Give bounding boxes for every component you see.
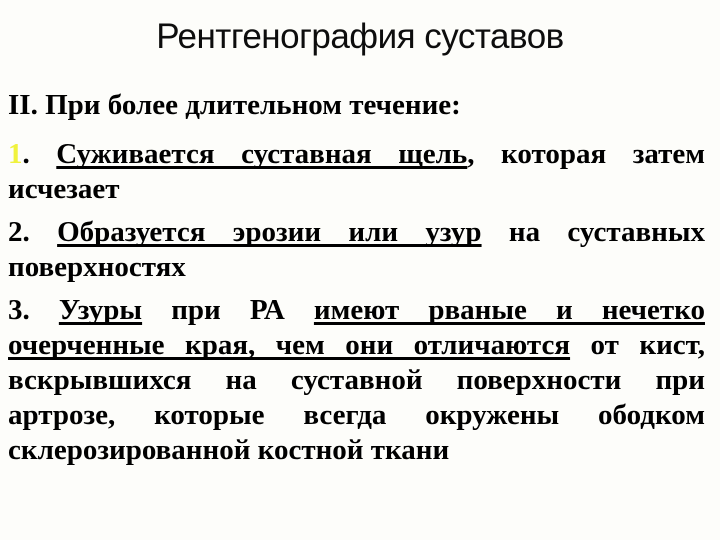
body-item [8, 137, 705, 207]
text-segment: артрозе, которые всегда окружены ободком [8, 399, 705, 431]
text-segment: исчезает [8, 173, 120, 205]
text-line [8, 172, 705, 207]
slide-body [0, 88, 720, 468]
text-line [8, 363, 705, 398]
text-line [8, 433, 705, 468]
underlined-text: имеют рваные и нечетко [313, 294, 705, 326]
text-line [8, 215, 705, 250]
underlined-text: Суживается суставная щель [56, 138, 468, 170]
text-segment: на суставных [481, 216, 706, 248]
text-segment: от кист, [570, 329, 705, 361]
text-line [8, 293, 705, 328]
section-heading: II. При более длительном течение: [8, 89, 461, 121]
body-items [8, 137, 705, 468]
body-item [8, 215, 705, 285]
text-segment: 2. [8, 216, 58, 248]
body-item [8, 293, 705, 468]
page-title: Рентгенография суставов [156, 17, 564, 56]
text-segment: при РА [142, 294, 314, 326]
underlined-text: очерченные края, чем они отличаются [8, 329, 571, 361]
text-segment: , которая затем [467, 138, 705, 170]
underlined-text: Узуры [58, 294, 143, 326]
text-segment: 3. [8, 294, 59, 326]
text-line [8, 328, 705, 363]
item-number-highlight: 1 [8, 138, 23, 170]
text-segment: поверхностях [8, 251, 186, 283]
text-line [8, 137, 705, 172]
text-segment: вскрывшихся на суставной поверхности при [8, 364, 705, 396]
text-segment: склерозированной костной ткани [8, 434, 450, 466]
underlined-text: Образуется эрозии или узур [57, 216, 482, 248]
text-line [8, 250, 705, 285]
text-line [8, 398, 705, 433]
text-segment: . [22, 138, 57, 170]
